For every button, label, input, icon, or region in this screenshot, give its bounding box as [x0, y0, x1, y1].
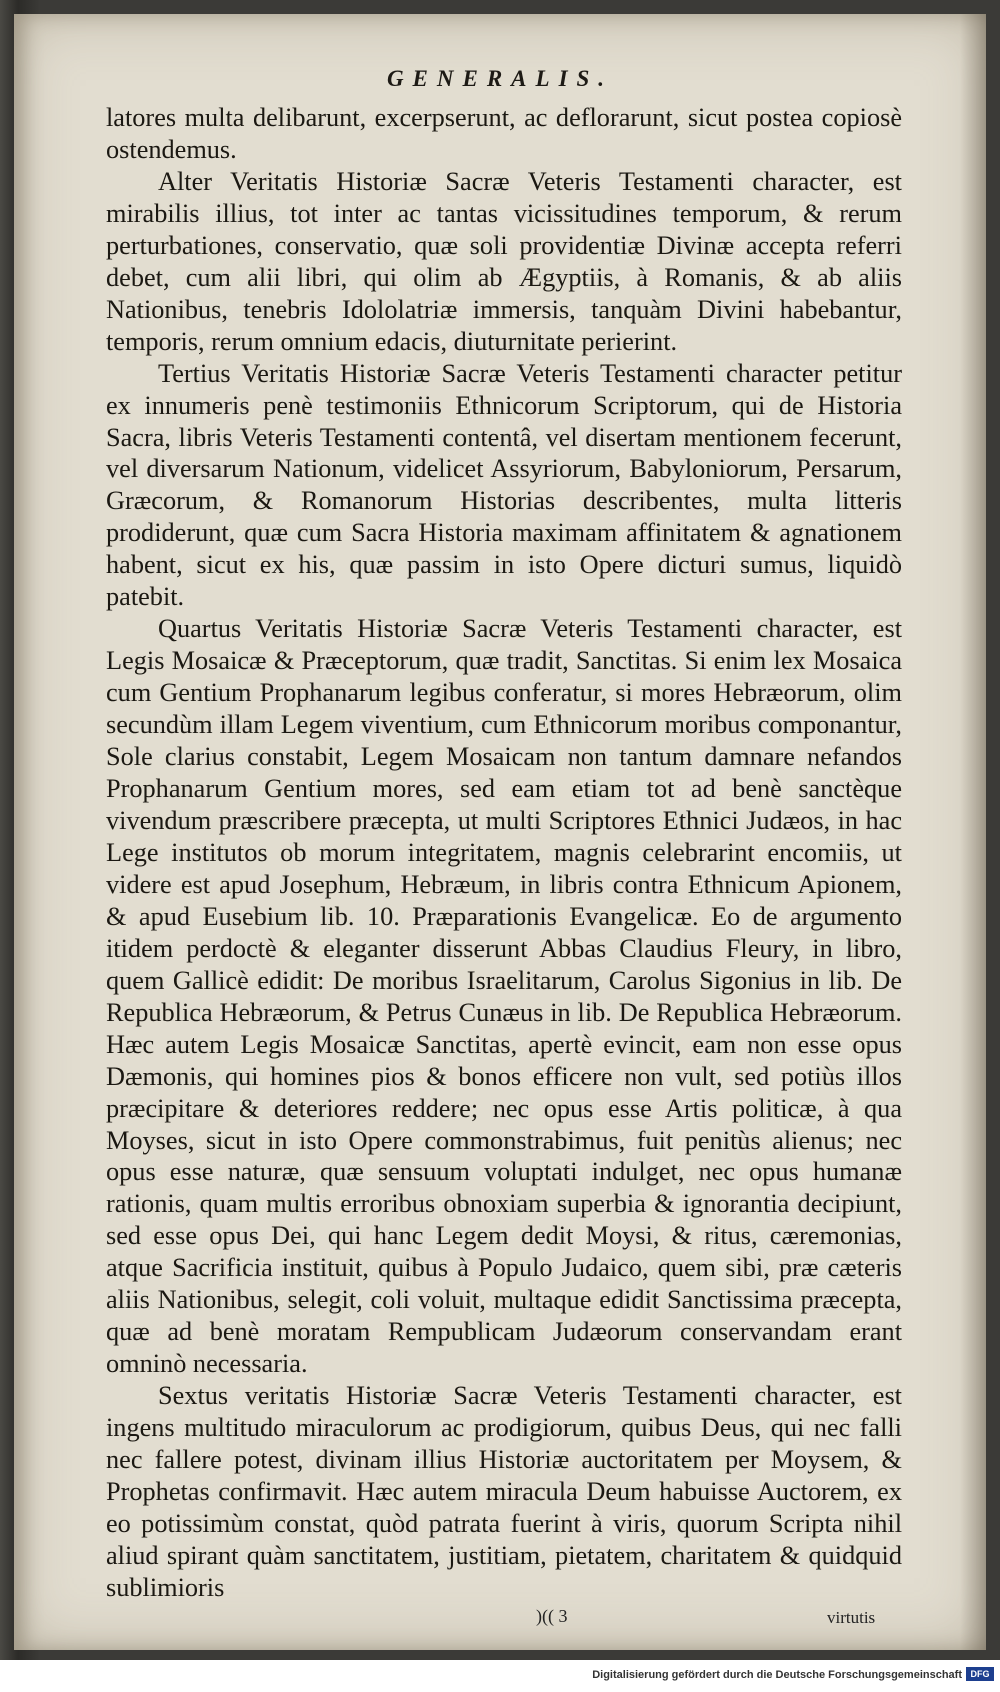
paragraph-4: Quartus Veritatis Historiæ Sacræ Veteris Testamenti character, est Legis Mosaicæ & Præceptorum, quæ tradit, Sanctitas. Si enim lex Mosaica cum Gentium Prophanarum legibus conferatur, si mores Hebræorum, olim secundùm illam Legem viventium, cum Ethnicorum moribus componantur, Sole clarius constabit, Legem Mosaicam non tantum damnare nefandos Prophanarum Gentium mores, sed eam etiam tot ad benè sanctèque vivendum præscribere præcepta, ut multi Scriptores Ethnici Judæos, in hac Lege institutos ob morum integritatem, magnis celebrarint encomiis, ut videre est apud Josephum, Hebræum, in libris contra Ethnicum Apionem, & apud Eusebium lib. 10. Præparationis Evangelicæ. Eo de argumento itidem perdoctè & eleganter disserunt Abbas Claudius Fleury, in libro, quem Gallicè edidit: De moribus Israelitarum, Carolus Sigonius in lib. De Republica Hebræorum, & Petrus Cunæus in lib. De Republica Hebræorum. Hæc autem Legis Mosaicæ Sanctitas, apertè evincit, eam non esse opus Dæmonis, qui homines pios & bonos efficere non vult, sed potiùs illos præcipitare & deteriores reddere; nec opus esse Artis politicæ, à qua Moyses, sicut in isto Opere commonstrabimus, fuit penitùs alienus; nec opus esse naturæ, quæ sensuum voluptati indulget, nec opus humanæ rationis, quam multis erroribus obnoxiam superbia & ignorantia decipiunt, sed esse opus Dei, qui hanc Legem dedit Moysi, & ritus, cæremonias, atque Sacrificia instituit, quibus à Populo Judaico, quem sibi, præ cæteris aliis Nationibus, selegit, coli voluit, multaque edidit Sanctissima præcepta, quæ ad benè moratam Rempublicam Judæorum conservandam erant omninò necessaria. [106, 614, 902, 1379]
digitization-footer [0, 1660, 1000, 1692]
running-head: GENERALIS. [386, 66, 614, 91]
book-page [14, 14, 986, 1650]
catchword: virtutis [827, 1608, 876, 1627]
paragraph-3: Tertius Veritatis Historiæ Sacræ Veteris Testamenti character petitur ex innumeris penè testimoniis Ethnicorum Scriptorum, qui de Historia Sacra, libris Veteris Testamenti contentâ, vel disertam mentionem fecerunt, vel diversarum Nationum, videlicet Assyriorum, Babyloniorum, Persarum, Græcorum, & Romanorum Historias describentes, multa litteris prodiderunt, quæ cum Sacra Historia maximam affinitatem & agnationem habent, sicut ex his, quæ passim in isto Opere dicturi sumus, liquidò patebit. [106, 358, 902, 612]
paragraph-5: Sextus veritatis Historiæ Sacræ Veteris Testamenti character, est ingens multitudo miraculorum ac prodigiorum, quibus Deus, qui nec falli nec fallere potest, divinam illius Historiæ auctoritatem per Moysem, & Prophetas confirmavit. Hæc autem miracula Deum habuisse Auctorem, ex eo potissimùm constat, quòd patrata fuerint à viris, quorum Scripta nihil aliud spirant quàm sanctitatem, justitiam, pietatem, charitatem & quidquid sublimioris [106, 1381, 902, 1602]
digitization-credit: Digitalisierung gefördert durch die Deutsche Forschungsgemeinschaft [592, 1669, 962, 1681]
body-text [106, 102, 902, 1604]
paragraph-2: Alter Veritatis Historiæ Sacræ Veteris Testamenti character, est mirabilis illius, tot inter ac tantas vicissitudines temporum, & rerum perturbationes, conservatio, quæ soli providentiæ Divinæ accepta referri debet, cum alii libri, qui olim ab Ægyptiis, à Romanis, & ab aliis Nationibus, tenebris Idololatriæ immersis, tanquàm Divini habebantur, temporis, rerum omnium edacis, diuturnitate perierint. [106, 166, 902, 356]
dfg-logo-icon: DFG [966, 1667, 994, 1681]
paragraph-1: latores multa delibarunt, excerpserunt, ac deflorarunt, sicut postea copiosè ostendemus. [106, 103, 902, 164]
signature-mark: )(( 3 [536, 1606, 568, 1626]
